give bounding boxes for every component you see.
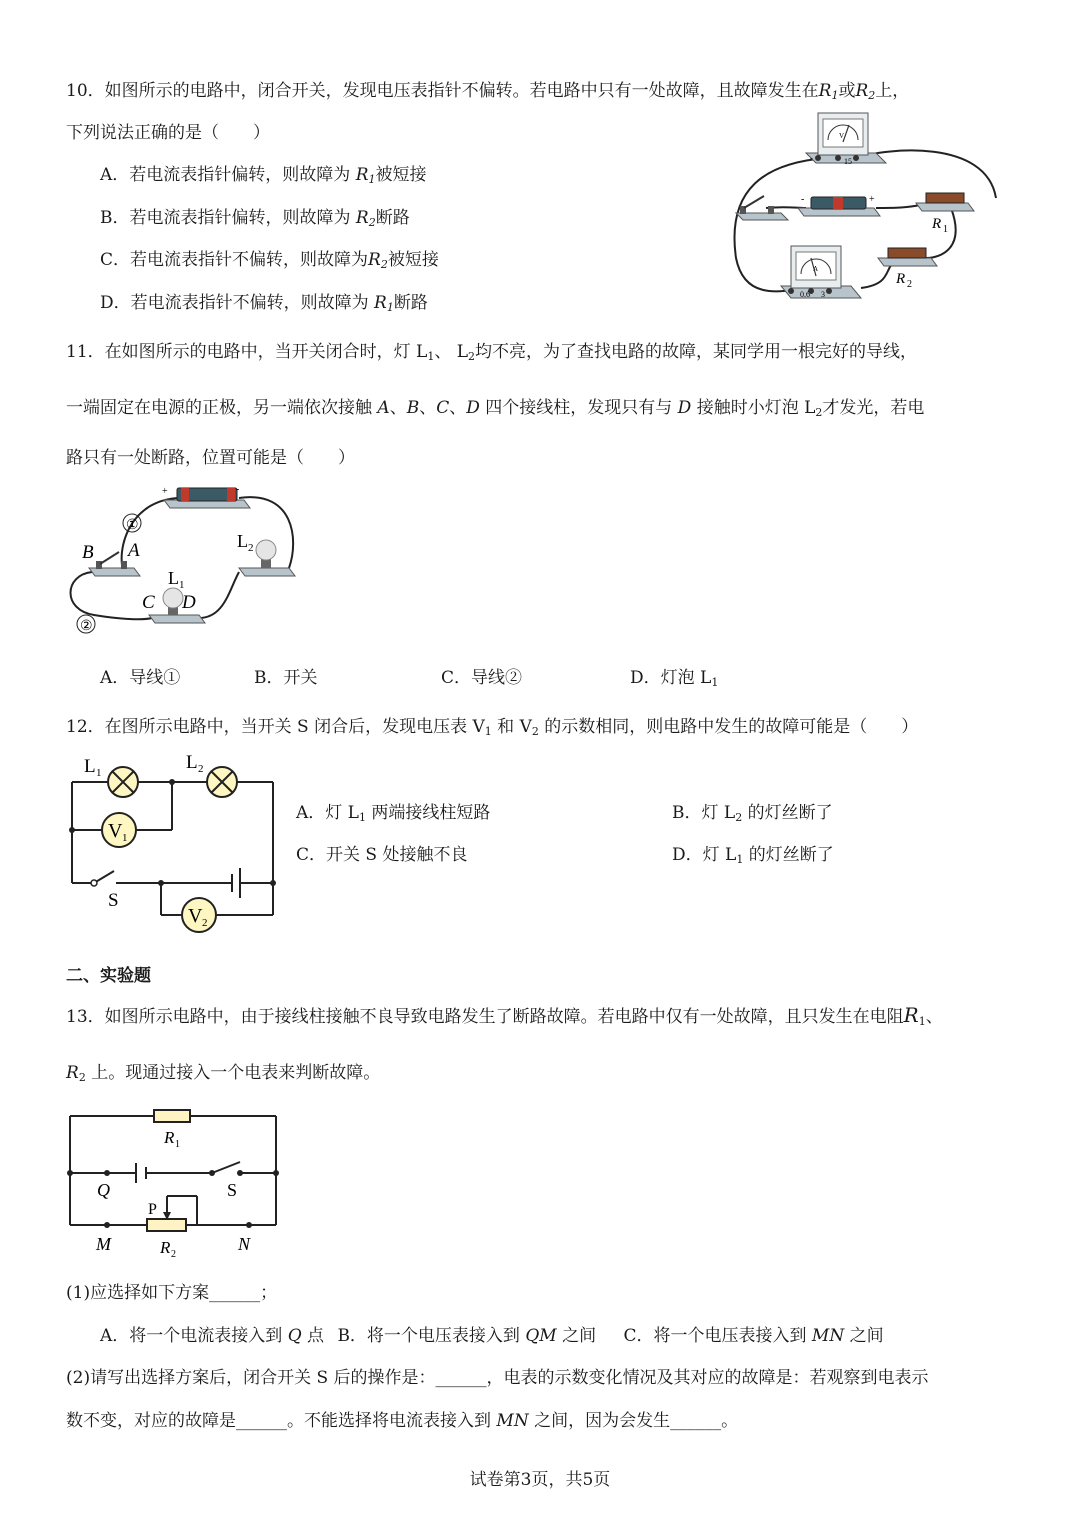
battery-icon bbox=[798, 194, 880, 216]
svg-text:+: + bbox=[869, 194, 875, 205]
q10-option-d: D．若电流表指针不偏转，则故障为 $R_1$断路 bbox=[100, 293, 428, 314]
page-footer: 试卷第3页，共5页 bbox=[469, 1470, 611, 1490]
q12-option-b: B．灯 $L_2$ 的灯丝断了 bbox=[672, 803, 833, 824]
q13-option-c: C．将一个电压表接入到 MN 之间 bbox=[623, 1326, 884, 1346]
svg-text:-: - bbox=[810, 153, 813, 163]
svg-text:A: A bbox=[813, 265, 819, 273]
q13-part2-line1: (2)请写出选择方案后，闭合开关 S 后的操作是：______，电表的示数变化情况及其对应的故障是：若观察到电表示 bbox=[66, 1368, 929, 1388]
svg-text:1: 1 bbox=[175, 1139, 180, 1150]
voltmeter-v2-icon bbox=[182, 898, 216, 932]
svg-text:V: V bbox=[188, 905, 203, 927]
svg-text:2: 2 bbox=[202, 917, 208, 929]
q11-line1: 11．在如图所示的电路中，当开关闭合时，灯 $L_1$、 $L_2$均不亮，为了查找电路的故障，某同学用一根完好的导线， bbox=[66, 342, 918, 363]
q11-option-a: A．导线① bbox=[100, 668, 181, 688]
resistor-r1-icon bbox=[916, 193, 974, 235]
svg-text:V: V bbox=[839, 132, 845, 140]
q12-question: 12．在图所示电路中，当开关 S 闭合后，发现电压表 $V_1$ 和 $V_2$ 的示数相同，则电路中发生的故障可能是（ ） bbox=[66, 717, 919, 738]
q13-part1: (1)应选择如下方案______； bbox=[66, 1283, 278, 1303]
svg-text:3: 3 bbox=[821, 290, 825, 299]
svg-text:B: B bbox=[82, 542, 94, 563]
q11-line3: 路只有一处断路，位置可能是（ ） bbox=[66, 448, 355, 468]
svg-text:L: L bbox=[84, 756, 96, 777]
svg-text:2: 2 bbox=[198, 763, 204, 775]
q13-part2-line2: 数不变，对应的故障是______。不能选择将电流表接入到 MN 之间，因为会发生______。 bbox=[66, 1411, 739, 1431]
q11-option-b: B．开关 bbox=[254, 668, 318, 688]
q10-option-b: B．若电流表指针偏转，则故障为 $R_2$断路 bbox=[100, 208, 410, 229]
svg-text:-: - bbox=[236, 484, 240, 495]
q11-option-c: C．导线② bbox=[441, 668, 523, 688]
svg-text:Q: Q bbox=[97, 1180, 110, 1200]
q13-line1: 13．如图所示电路中，由于接线柱接触不良导致电路发生了断路故障。若电路中仅有一处故障，且只发生在电阻$R_1$、 bbox=[66, 1003, 943, 1028]
svg-text:R: R bbox=[896, 271, 906, 287]
resistor-r2-icon bbox=[878, 248, 937, 290]
q10-line1: 10．如图所示的电路中，闭合开关，发现电压表指针不偏转。若电路中只有一处故障，且故障发生在$R_1$或$R_2$上， bbox=[66, 81, 910, 102]
svg-text:L: L bbox=[237, 531, 248, 551]
ammeter-icon bbox=[781, 246, 861, 299]
voltmeter-v1-icon bbox=[102, 813, 136, 847]
svg-text:V: V bbox=[108, 820, 123, 842]
svg-text:①: ① bbox=[126, 518, 139, 533]
svg-text:C: C bbox=[142, 592, 155, 613]
svg-text:R: R bbox=[932, 216, 942, 232]
svg-text:②: ② bbox=[80, 619, 93, 634]
svg-text:S: S bbox=[227, 1180, 238, 1200]
svg-text:M: M bbox=[96, 1234, 111, 1254]
svg-text:+: + bbox=[162, 486, 168, 497]
svg-text:1: 1 bbox=[179, 579, 185, 591]
bulb-l1-icon bbox=[149, 588, 205, 623]
q13-circuit-figure bbox=[64, 1100, 294, 1265]
svg-text:2: 2 bbox=[907, 279, 912, 290]
q10-line2: 下列说法正确的是（ ） bbox=[66, 123, 270, 143]
q13-option-a: A．将一个电流表接入到 Q 点 bbox=[100, 1326, 325, 1346]
q10-circuit-figure bbox=[726, 108, 1016, 308]
q11-option-d: D．灯泡 $L_1$ bbox=[630, 668, 719, 689]
q12-option-c: C．开关 S 处接触不良 bbox=[296, 845, 468, 865]
svg-text:R: R bbox=[164, 1128, 175, 1147]
svg-text:S: S bbox=[108, 890, 119, 911]
q12-option-d: D．灯 $L_1$ 的灯丝断了 bbox=[672, 845, 834, 866]
svg-text:1: 1 bbox=[122, 832, 128, 844]
svg-text:1: 1 bbox=[96, 767, 102, 779]
svg-text:A: A bbox=[128, 540, 140, 561]
svg-text:P: P bbox=[148, 1201, 157, 1218]
svg-text:1: 1 bbox=[943, 224, 948, 235]
rheostat-r2-icon bbox=[147, 1219, 186, 1231]
svg-text:2: 2 bbox=[171, 1249, 176, 1260]
svg-text:-: - bbox=[801, 194, 805, 205]
q13-option-b: B．将一个电压表接入到 QM 之间 bbox=[337, 1326, 597, 1346]
battery-icon bbox=[162, 484, 250, 508]
svg-text:R: R bbox=[160, 1238, 171, 1257]
lamp-l2-icon bbox=[207, 767, 237, 797]
lamp-l1-icon bbox=[108, 767, 138, 797]
svg-text:L: L bbox=[168, 568, 179, 588]
svg-text:0.6: 0.6 bbox=[800, 290, 810, 299]
svg-text:2: 2 bbox=[248, 542, 254, 554]
svg-text:N: N bbox=[238, 1234, 251, 1254]
q12-option-a: A．灯 $L_1$ 两端接线柱短路 bbox=[296, 803, 491, 824]
q10-option-a: A．若电流表指针偏转，则故障为 $R_1$被短接 bbox=[100, 165, 427, 186]
q13-options bbox=[100, 1321, 884, 1346]
q11-circuit-figure bbox=[64, 480, 304, 640]
voltmeter-icon bbox=[806, 113, 886, 166]
q11-line2: 一端固定在电源的正极，另一端依次接触 A、B、C、D 四个接线柱，发现只有与 D 接触时小灯泡 $L_2$才发光，若电 bbox=[66, 398, 925, 419]
svg-text:15: 15 bbox=[844, 157, 852, 166]
q10-option-c: C．若电流表指针不偏转，则故障为$R_2$被短接 bbox=[100, 250, 439, 271]
section-heading: 二、实验题 bbox=[66, 966, 151, 986]
q13-line2: $R_2$ 上。现通过接入一个电表来判断故障。 bbox=[66, 1063, 381, 1084]
resistor-r1-icon bbox=[154, 1110, 190, 1122]
q12-circuit-figure bbox=[64, 748, 284, 938]
svg-text:L: L bbox=[186, 752, 198, 773]
svg-text:D: D bbox=[182, 592, 196, 613]
